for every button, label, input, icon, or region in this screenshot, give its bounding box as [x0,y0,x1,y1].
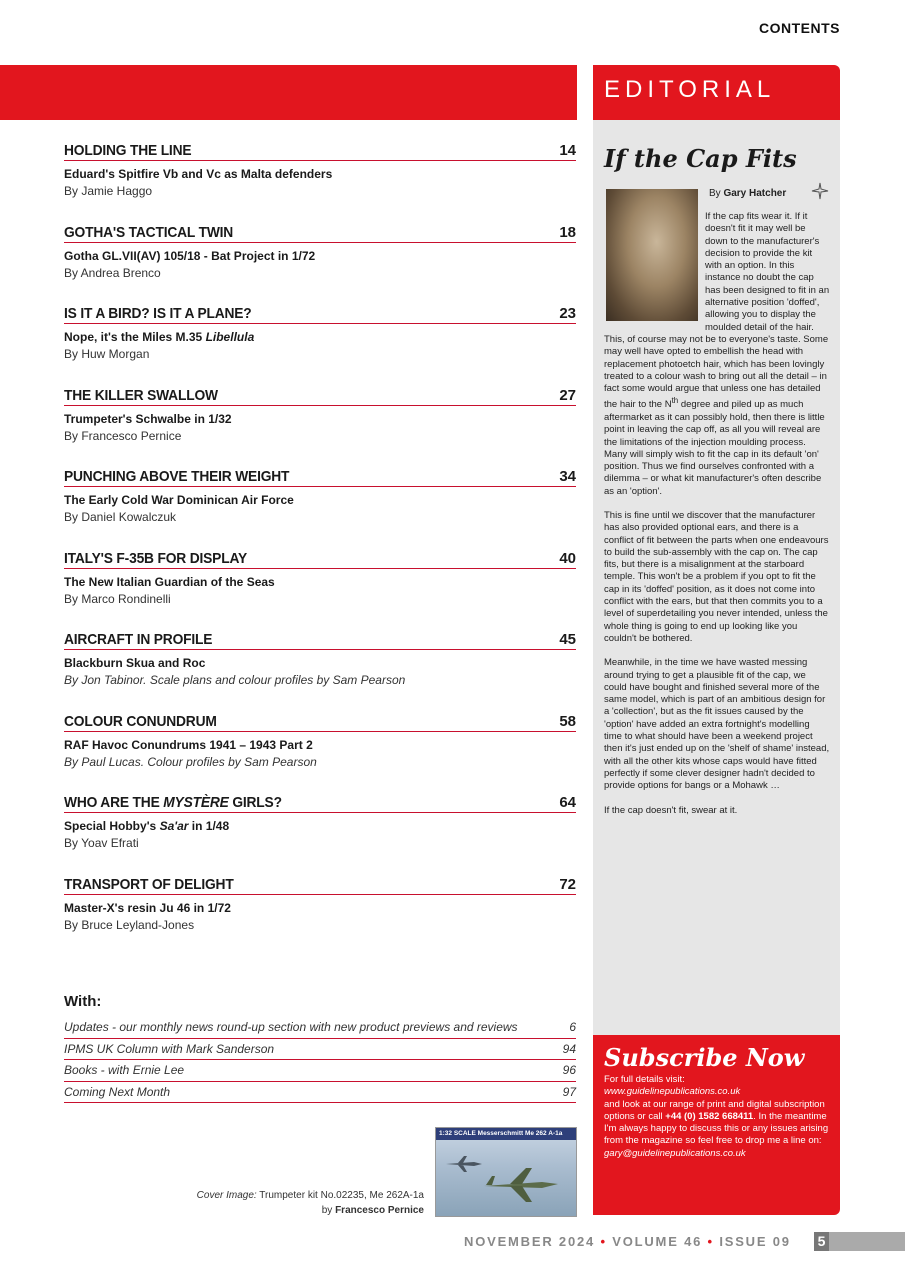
cover-caption-text: Trumpeter kit No.02235, Me 262A-1a [256,1190,424,1201]
with-item[interactable] [64,1082,576,1104]
toc-entry[interactable] [64,305,576,387]
with-item[interactable] [64,1017,576,1039]
with-item-label: Books - with Ernie Lee [64,1063,185,1077]
toc-entry-subtitle-text: Special Hobby's [64,819,160,833]
toc-entry-subtitle: Master-X's resin Ju 46 in 1/72 [64,900,231,915]
toc-entry-head [64,794,576,813]
toc-entry-head [64,387,576,406]
footer-issue: ISSUE 09 [719,1234,791,1249]
subscribe-box [593,1035,840,1215]
toc-entry-title[interactable]: TRANSPORT OF DELIGHT [64,875,234,893]
subscribe-text [604,1074,829,1160]
toc-entry-page: 34 [559,468,576,485]
toc-entry-subtitle-text: in 1/48 [188,819,230,833]
subscribe-email-link[interactable]: gary@guidelinepublications.co.uk [604,1147,746,1159]
cover-credit-name: Francesco Pernice [335,1205,424,1216]
toc-entry-page: 23 [559,305,576,322]
subscribe-details [604,1099,829,1148]
toc-entry-page: 14 [559,142,576,159]
toc-entry-byline: By Huw Morgan [64,347,150,361]
with-item-label: Coming Next Month [64,1084,171,1099]
toc-entry-title[interactable] [64,794,282,811]
toc-entry[interactable] [64,224,576,306]
toc-entry-head [64,305,576,324]
toc-entry-byline: By Francesco Pernice [64,428,182,443]
toc-entry-head [64,224,576,243]
toc-entry-title[interactable]: ITALY'S F-35B FOR DISPLAY [64,549,247,567]
toc-entry-page: 64 [559,794,576,811]
toc-entry-title[interactable]: PUNCHING ABOVE THEIR WEIGHT [64,468,290,485]
toc-entry-subtitle: The New Italian Guardian of the Seas [64,574,275,589]
with-item-label: IPMS UK Column with Mark Sanderson [64,1041,275,1056]
toc-entry-subtitle: Blackburn Skua and Roc [64,656,206,670]
subscribe-title: Subscribe Now [604,1043,805,1072]
toc-entry-subtitle: Gotha GL.VII(AV) 105/18 - Bat Project in 1/72 [64,248,316,263]
toc-entry[interactable] [64,713,576,795]
jet-icon [480,1164,560,1204]
page-number: 5 [814,1232,829,1251]
toc-entry-subtitle: Eduard's Spitfire Vb and Vc as Malta defenders [64,167,333,181]
issue-footer [464,1234,791,1249]
with-heading: With: [64,993,102,1010]
editorial-paragraph: Meanwhile, in the time we have wasted messing around trying to get a plausible fit of the cap, we could have bought and finished several more of the same model, which is part of an ambitious design for a 'collection', but as the fit issues caused by the 'option' have added an extra fortnight's modelling time to what should have been a weekend project then it's just ended up on the 'shelf of shame' instead, with all the other kits whose caps would have fitted perfectly if some clever designer hadn't decided to provide options for bangs or a Mohawk … [604,657,830,792]
toc-entry-page: 18 [559,223,576,241]
toc-entry-subtitle: The Early Cold War Dominican Air Force [64,493,294,507]
toc-entry-byline: By Jamie Haggo [64,184,153,198]
with-item-page: 6 [569,1020,576,1034]
red-header-band [0,65,577,120]
cover-credit-prefix: by [321,1205,336,1216]
toc-entry-subtitle: Trumpeter's Schwalbe in 1/32 [64,411,232,426]
toc-entry-head [64,876,576,895]
toc-entry-head [64,713,576,732]
toc-entry-subtitle-text: Nope, it's the Miles M.35 [64,330,206,344]
toc-entry[interactable] [64,142,576,224]
footer-grey-bar [829,1232,905,1251]
superscript-th: th [671,396,679,406]
toc-entry-title[interactable]: GOTHA'S TACTICAL TWIN [64,223,234,241]
portrait-spacer [604,211,705,329]
editorial-header: EDITORIAL [593,65,840,120]
toc-entry-subtitle: RAF Havoc Conundrums 1941 – 1943 Part 2 [64,737,313,752]
subscribe-details-text: . In the meantime I'm always happy to discuss this or any issues arising from the magazine so feel free to drop me a line on: [604,1110,829,1147]
subscribe-url-link[interactable]: www.guidelinepublications.co.uk [604,1086,741,1098]
toc-entry-title[interactable]: IS IT A BIRD? IS IT A PLANE? [64,305,252,322]
toc-entry-byline: By Yoav Efrati [64,836,139,850]
cover-caption-credit [197,1203,424,1218]
cover-caption [197,1188,424,1218]
toc-entry[interactable] [64,631,576,713]
toc-entry-head [64,631,576,650]
toc-entry-head [64,468,576,487]
table-of-contents [64,142,576,957]
with-item-label: Updates - our monthly news round-up section with new product previews and reviews [64,1020,518,1034]
toc-entry[interactable] [64,794,576,876]
toc-entry-head [64,142,576,161]
section-label: CONTENTS [759,20,840,36]
cover-image-thumbnail[interactable] [435,1127,577,1217]
with-item[interactable] [64,1060,576,1082]
toc-entry-byline: By Bruce Leyland-Jones [64,917,195,932]
toc-entry-byline: By Daniel Kowalczuk [64,510,177,524]
with-item-page: 96 [562,1063,576,1077]
toc-entry[interactable] [64,550,576,632]
editorial-byline [709,188,786,199]
subscribe-line: For full details visit: [604,1074,685,1085]
footer-separator: • [702,1234,720,1249]
toc-entry-title[interactable]: COLOUR CONUNDRUM [64,712,217,730]
footer-month: NOVEMBER 2024 [464,1234,596,1249]
toc-entry[interactable] [64,876,576,958]
subscribe-details-text: and look at our range of print and digital subscription options or call [604,1098,825,1122]
toc-entry-title[interactable]: THE KILLER SWALLOW [64,386,218,404]
editorial-body [604,211,830,817]
toc-entry-title[interactable]: HOLDING THE LINE [64,142,192,159]
footer-volume: VOLUME 46 [612,1234,703,1249]
toc-entry-page: 40 [559,549,576,567]
editorial-paragraph-text: If the cap fits wear it. If it doesn't fit it may well be down to the manufacturer's decision to provide the kit with an option. In this instance no doubt the cap has been designed to fit in an alternative position 'doffed', allowing you to display the moulded detail of the hair. This, of course may not be to everyone's taste. Some may well have opted to embellish the head with replacement photoetch hair, which has been lovingly treated to a colour wash to bring out all the detail – in fact some would argue that unless one has detailed the hair to the N [604,211,830,411]
subscribe-phone[interactable]: +44 (0) 1582 668411 [665,1110,754,1122]
toc-entry-page: 27 [559,386,576,404]
cover-box-banner: 1:32 SCALE Messerschmitt Me 262 A-1a [436,1128,576,1140]
with-item[interactable] [64,1039,576,1061]
toc-entry-byline: By Jon Tabinor. Scale plans and colour profiles by Sam Pearson [64,673,406,687]
toc-entry-title-text: GIRLS? [228,794,282,811]
toc-entry[interactable] [64,468,576,550]
cover-caption-line [197,1188,424,1203]
toc-entry-subtitle-emphasis: Sa'ar [159,819,189,833]
byline-prefix: By [709,188,724,199]
toc-entry[interactable] [64,387,576,469]
editorial-sidebar [593,65,840,1215]
toc-entry-byline: By Marco Rondinelli [64,591,171,606]
editorial-paragraph-text: degree and piled up as much aftermarket as it can possibly hold, then there is little point in leaving the cap off, as all you will reveal are the limitations of the injection moulding process. Many will simply wish to fit the cap in its default 'on' position. Thus we find ourselves confronted with a dilemma – or what kit manufacturer's often describe as an 'option'. [604,399,825,497]
with-section [64,993,576,1103]
toc-entry-byline: By Paul Lucas. Colour profiles by Sam Pearson [64,754,317,769]
toc-entry-title-emphasis: MYSTÈRE [163,794,229,811]
with-item-page: 97 [562,1084,576,1099]
toc-entry-head [64,550,576,569]
toc-entry-byline: By Andrea Brenco [64,265,161,280]
toc-entry-page: 58 [559,712,576,730]
toc-entry-subtitle-emphasis: Libellula [205,330,255,344]
editorial-paragraph: If the cap doesn't fit, swear at it. [604,804,738,816]
jet-silhouette-icon [444,1154,484,1174]
byline-author: Gary Hatcher [723,188,787,199]
toc-entry-subtitle [64,819,576,833]
editorial-title: If the Cap Fits [604,144,797,173]
toc-entry-page: 72 [559,875,576,893]
toc-entry-title-text: WHO ARE THE [64,794,164,811]
editorial-paragraph: This is fine until we discover that the manufacturer has also provided optional ears, and there is a conflict of fit between the parts when one endeavours to build the sub-assembly with the cap on. The cap fits, but there is a misalignment at the starboard temple. This won't be a problem if you opt to fit the cap in its 'doffed' position, as it does not come into conflict with the ears, but that then commits you to a level of superdetailing you never intended, unless the whole thing is going to end up looking like you couldn't be bothered. [604,509,829,644]
with-item-page: 94 [562,1041,576,1056]
toc-entry-page: 45 [559,631,576,648]
cover-caption-label: Cover Image: [196,1190,257,1201]
plane-icon [811,182,829,200]
toc-entry-subtitle [64,330,576,344]
toc-entry-title[interactable]: AIRCRAFT IN PROFILE [64,631,213,648]
footer-separator: • [595,1234,613,1249]
